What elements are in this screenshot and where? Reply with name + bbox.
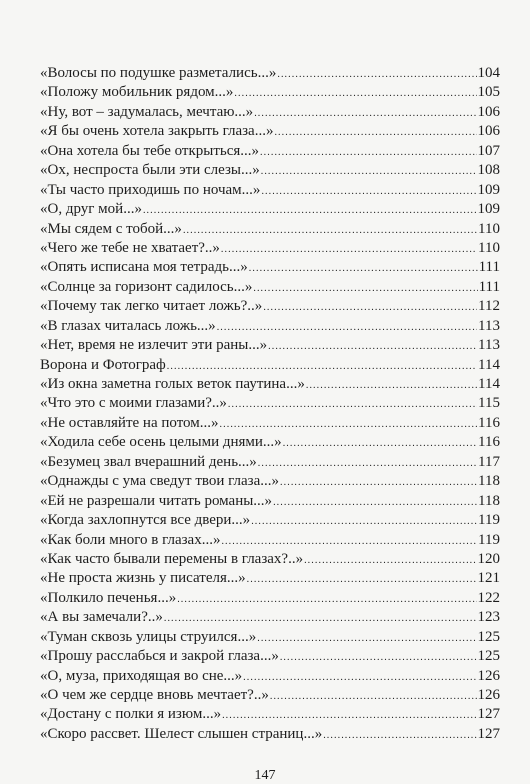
toc-entry-title: «А вы замечали?..» [40, 609, 163, 626]
toc-entry [40, 647, 500, 666]
toc-entry [40, 394, 500, 413]
table-of-contents [40, 64, 500, 744]
toc-entry [40, 608, 500, 627]
toc-entry-page: 126 [477, 667, 500, 684]
dot-leader [251, 512, 477, 531]
toc-entry [40, 569, 500, 588]
dot-leader [220, 415, 478, 434]
toc-entry [40, 492, 500, 511]
toc-entry [40, 414, 500, 433]
toc-entry-title: «Что это с моими глазами?..» [40, 395, 227, 412]
toc-entry-title: «Не оставляйте на потом...» [40, 414, 219, 431]
toc-entry [40, 705, 500, 724]
dot-leader [164, 609, 477, 628]
dot-leader [249, 259, 478, 278]
toc-entry [40, 239, 500, 258]
toc-entry-title: «Ну, вот – задумалась, мечтаю...» [40, 103, 254, 120]
dot-leader [280, 473, 477, 492]
dot-leader [306, 376, 477, 395]
toc-entry-page: 119 [478, 512, 500, 529]
toc-entry-title: «Когда захлопнутся все двери...» [40, 512, 251, 529]
toc-entry-page: 110 [478, 220, 500, 237]
toc-entry [40, 589, 500, 608]
dot-leader [261, 182, 476, 201]
toc-entry-page: 116 [478, 434, 500, 451]
dot-leader [253, 279, 477, 298]
dot-leader [260, 143, 476, 162]
toc-entry [40, 453, 500, 472]
toc-entry [40, 161, 500, 180]
toc-entry-title: «Опять исписана моя тетрадь...» [40, 259, 248, 276]
toc-entry-title: «Не проста жизнь у писателя...» [40, 570, 246, 587]
toc-entry-title: «Нет, время не излечит эти раны...» [40, 337, 268, 354]
toc-entry-page: 125 [477, 648, 500, 665]
toc-entry-page: 118 [478, 492, 500, 509]
toc-entry-title: «Ты часто приходишь по ночам...» [40, 181, 261, 198]
toc-entry-page: 121 [477, 570, 500, 587]
toc-entry [40, 433, 500, 452]
toc-entry-title: «О, друг мой...» [40, 201, 142, 218]
toc-entry [40, 725, 500, 744]
dot-leader [263, 298, 477, 317]
toc-entry-title: «Как боли много в глазах...» [40, 531, 221, 548]
dot-leader [323, 726, 476, 745]
toc-entry-page: 123 [477, 609, 500, 626]
toc-entry-title: «Прошу расслабься и закрой глаза...» [40, 648, 279, 665]
toc-entry [40, 317, 500, 336]
dot-leader [273, 493, 477, 512]
toc-entry-page: 105 [477, 84, 500, 101]
toc-entry [40, 375, 500, 394]
toc-entry-title: «Достану с полки я изюм...» [40, 706, 222, 723]
toc-entry-title: «Однажды с ума сведут твои глаза...» [40, 473, 280, 490]
dot-leader [167, 357, 477, 376]
toc-entry [40, 472, 500, 491]
toc-entry-page: 118 [478, 473, 500, 490]
toc-entry [40, 297, 500, 316]
toc-entry-title: «Безумец звал вчерашний день...» [40, 453, 257, 470]
toc-entry [40, 550, 500, 569]
toc-entry-page: 116 [478, 414, 500, 431]
toc-entry [40, 531, 500, 550]
dot-leader [243, 668, 476, 687]
toc-entry-title: «Волосы по подушке разметались...» [40, 65, 277, 81]
toc-entry-title: «Положу мобильник рядом...» [40, 84, 234, 101]
toc-entry-title: «Я бы очень хотела закрыть глаза...» [40, 123, 274, 140]
toc-entry-title: «Чего же тебе не хватает?..» [40, 239, 220, 256]
dot-leader [143, 201, 477, 220]
toc-entry-page: 110 [478, 239, 500, 256]
toc-entry-title: «Скоро рассвет. Шелест слышен страниц...» [40, 725, 323, 742]
toc-entry-page: 109 [477, 201, 500, 218]
toc-entry-title: «Ох, неспроста были эти слезы...» [40, 162, 260, 179]
toc-entry-page: 111 [478, 259, 500, 276]
dot-leader [280, 648, 477, 667]
toc-entry [40, 278, 500, 297]
toc-entry-page: 106 [477, 123, 500, 140]
toc-entry-page: 119 [478, 531, 500, 548]
dot-leader [258, 454, 477, 473]
toc-entry [40, 628, 500, 647]
toc-entry [40, 142, 500, 161]
dot-leader [247, 570, 477, 589]
toc-entry-title: «В глазах читалась ложь...» [40, 317, 216, 334]
dot-leader [283, 434, 477, 453]
dot-leader [217, 318, 477, 337]
toc-entry-page: 122 [477, 589, 500, 606]
toc-entry [40, 667, 500, 686]
toc-entry [40, 258, 500, 277]
toc-entry [40, 83, 500, 102]
dot-leader [221, 240, 477, 259]
toc-entry-page: 125 [477, 628, 500, 645]
dot-leader [261, 162, 477, 181]
toc-entry [40, 336, 500, 355]
toc-entry [40, 686, 500, 705]
toc-entry [40, 103, 500, 122]
toc-entry [40, 220, 500, 239]
toc-entry-title: «Солнце за горизонт садилось...» [40, 278, 253, 295]
toc-entry-title: «Полкило печенья...» [40, 589, 177, 606]
toc-entry [40, 356, 500, 375]
toc-entry-title: «Ходила себе осень целыми днями...» [40, 434, 282, 451]
toc-entry-title: «Мы сядем с тобой...» [40, 220, 182, 237]
dot-leader [221, 532, 477, 551]
dot-leader [257, 629, 476, 648]
toc-entry-page: 106 [477, 103, 500, 120]
toc-entry-page: 114 [478, 356, 500, 373]
toc-entry-title: «Ей не разрешали читать романы...» [40, 492, 273, 509]
toc-entry-page: 111 [478, 278, 500, 295]
toc-entry-page: 107 [477, 142, 500, 159]
toc-entry-title: «Как часто бывали перемены в глазах?..» [40, 550, 304, 567]
dot-leader [274, 123, 476, 142]
toc-entry [40, 64, 500, 83]
toc-entry-page: 108 [477, 162, 500, 179]
toc-entry-title: «О, муза, приходящая во сне...» [40, 667, 243, 684]
toc-entry-page: 117 [478, 453, 500, 470]
dot-leader [183, 221, 477, 240]
toc-entry-page: 113 [478, 337, 500, 354]
page-number: 147 [254, 768, 276, 783]
dot-leader [177, 590, 476, 609]
dot-leader [234, 84, 476, 103]
toc-entry-page: 109 [477, 181, 500, 198]
dot-leader [268, 337, 477, 356]
toc-entry [40, 200, 500, 219]
toc-entry-page: 104 [477, 65, 500, 81]
toc-entry-page: 127 [477, 706, 500, 723]
toc-entry-page: 126 [477, 687, 500, 703]
toc-entry-page: 112 [478, 298, 500, 315]
toc-entry-title: «Она хотела бы тебе открыться...» [40, 142, 260, 159]
toc-entry-page: 120 [477, 550, 500, 567]
dot-leader [277, 65, 476, 84]
dot-leader [270, 687, 477, 706]
toc-entry-page: 113 [478, 317, 500, 334]
toc-entry-page: 127 [477, 725, 500, 742]
toc-entry-title: Ворона и Фотограф [40, 356, 166, 373]
toc-entry [40, 181, 500, 200]
toc-entry-title: «Из окна заметна голых веток паутина...» [40, 376, 305, 392]
toc-entry [40, 122, 500, 141]
toc-entry-page: 115 [478, 395, 500, 412]
dot-leader [228, 395, 477, 414]
toc-entry-title: «О чем же сердце вновь мечтает?..» [40, 687, 269, 703]
toc-entry-title: «Почему так легко читает ложь?..» [40, 298, 263, 315]
dot-leader [304, 551, 476, 570]
dot-leader [254, 104, 476, 123]
dot-leader [222, 706, 476, 725]
toc-entry-page: 114 [478, 376, 500, 392]
toc-entry [40, 511, 500, 530]
toc-entry-title: «Туман сквозь улицы струился...» [40, 628, 257, 645]
